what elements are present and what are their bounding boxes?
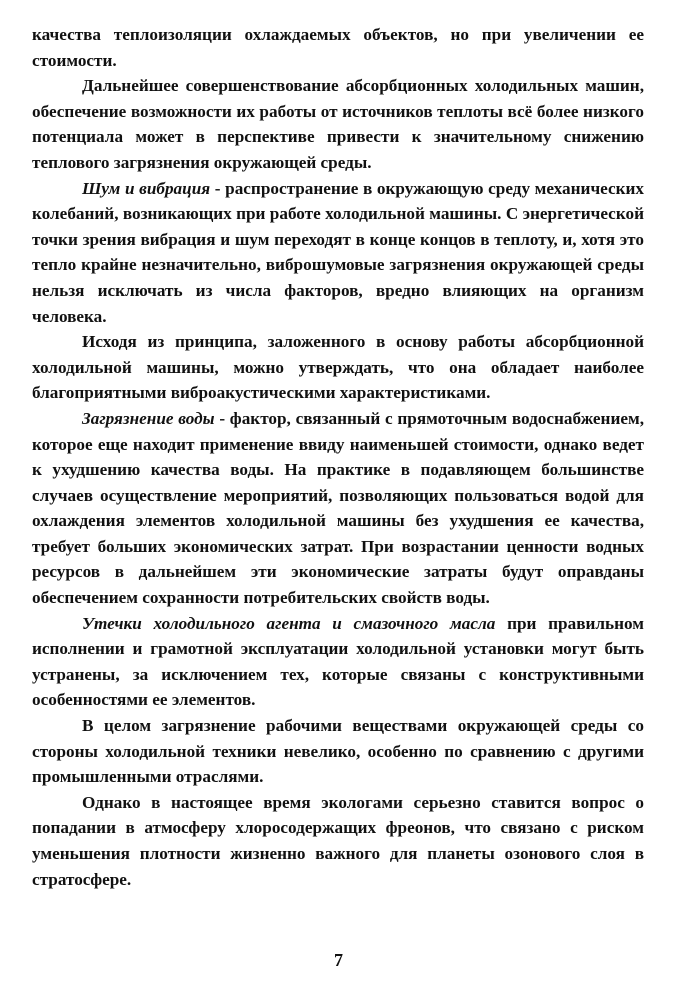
paragraph-water-pollution <box>32 406 644 611</box>
paragraph-absorption-machines: Дальнейшее совершенствование абсорбционных холодильных машин, обеспечение возможности их работы от источников теплоты всё более низкого потенциала может в перспективе привести к значительному снижению теплового загрязнения окружающей среды. <box>32 76 644 172</box>
paragraph-noise-vibration <box>32 176 644 330</box>
paragraph-noise-vibration-text: - распространение в окружающую среду механических колебаний, возникающих при работе холодильной машины. С энергетической точки зрения вибрация и шум переходят в конце концов в теплоту, и, хотя это тепло крайне незначительно, виброшумовые загрязнения окружающей среды нельзя исключать из числа факторов, вредно влияющих на организм человека. <box>32 178 644 326</box>
term-leaks: Утечки холодильного агента и смазочного масла <box>82 613 496 633</box>
term-noise-vibration: Шум и вибрация <box>82 178 211 198</box>
page-text <box>32 22 644 892</box>
paragraph-leaks <box>32 611 644 713</box>
paragraph-freons-ozone: Однако в настоящее время экологами серьезно ставится вопрос о попадании в атмосферу хлоросодержащих фреонов, что связано с риском уменьшения плотности жизненно важного для планеты озонового слоя в стратосфере. <box>32 792 644 889</box>
paragraph-overall-pollution: В целом загрязнение рабочими веществами окружающей среды со стороны холодильной техники невелико, особенно по сравнению с другими промышленными отраслями. <box>32 716 644 787</box>
paragraph-vibroacoustic: Исходя из принципа, заложенного в основу работы абсорбционной холодильной машины, можно утверждать, что она обладает наиболее благоприятными виброакустическими характеристиками. <box>32 332 644 403</box>
paragraph-continuation: качества теплоизоляции охлаждаемых объектов, но при увеличении ее стоимости. <box>32 25 644 70</box>
term-water-pollution: Загрязнение воды <box>82 408 215 428</box>
page-number: 7 <box>334 950 343 970</box>
paragraph-leaks-text: при правильном исполнении и грамотной эксплуатации холодильной установки могут быть устранены, за исключением тех, которые связаны с конструктивными особенностями ее элементов. <box>32 613 644 710</box>
paragraph-water-pollution-text: - фактор, связанный с прямоточным водоснабжением, которое еще находит применение ввиду наименьшей стоимости, однако ведет к ухудшению качества воды. На практике в подавляющем большинстве случаев осуществление мероприятий, позволяющих пользоваться водой для охлаждения элементов холодильной машины без ухудшения ее качества, требует больших экономических затрат. При возрастании ценности водных ресурсов в дальнейшем эти экономические затраты будут оправданы обеспечением сохранности потребительских свойств воды. <box>32 408 644 608</box>
